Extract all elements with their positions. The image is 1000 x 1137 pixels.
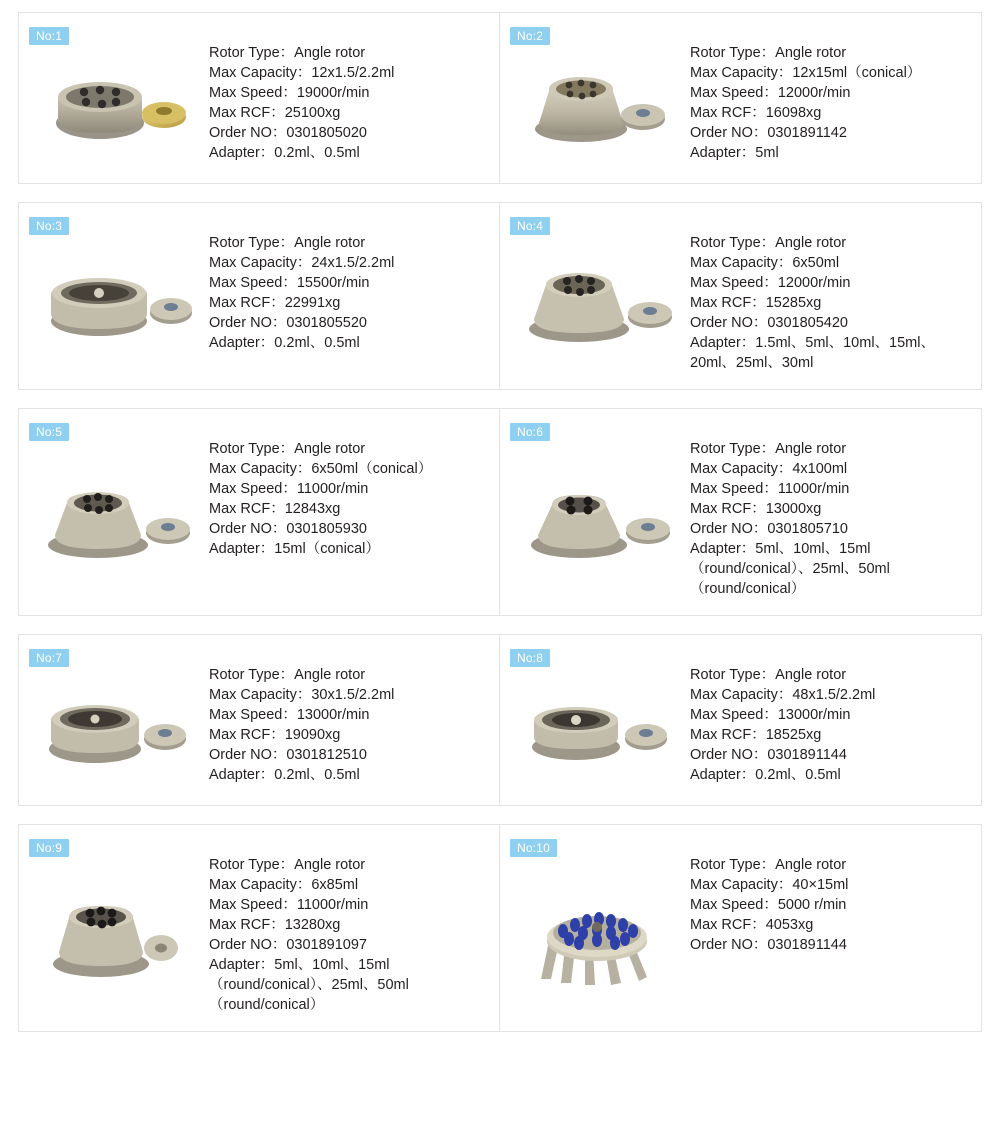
angle-rotor-icon <box>529 883 669 993</box>
spec-max-capacity <box>209 253 485 273</box>
spec-max-rcf <box>690 915 967 935</box>
spec-adapter <box>690 765 967 785</box>
value-order-no: 0301805520 <box>286 315 367 331</box>
rotor-card <box>500 409 981 615</box>
rotor-image-6 <box>514 423 684 599</box>
label-adapter: Adapter： <box>209 541 275 557</box>
value-adapter: 5ml <box>755 145 779 161</box>
value-rotor-type: Angle rotor <box>775 667 847 683</box>
rotor-specs <box>203 423 485 599</box>
label-max-capacity: Max Capacity： <box>209 461 312 477</box>
spec-max-capacity <box>690 875 967 895</box>
label-rotor-type: Rotor Type： <box>690 667 776 683</box>
value-max-capacity: 12x15ml（conical） <box>792 65 922 81</box>
spec-rotor-type <box>690 439 967 459</box>
value-order-no: 0301891097 <box>286 937 367 953</box>
value-max-speed: 11000r/min <box>296 481 369 497</box>
value-order-no: 0301891144 <box>767 747 847 763</box>
value-rotor-type: Angle rotor <box>775 441 847 457</box>
spec-adapter <box>209 143 485 163</box>
value-rotor-type: Angle rotor <box>294 441 366 457</box>
spec-order-no <box>690 935 967 955</box>
rotor-card <box>19 409 500 615</box>
rotor-image-7 <box>33 649 203 789</box>
label-max-speed: Max Speed： <box>209 481 297 497</box>
value-order-no: 0301805710 <box>767 521 848 537</box>
rotor-card <box>500 13 981 183</box>
spec-max-speed <box>690 83 967 103</box>
spec-order-no <box>209 935 485 955</box>
rotor-card <box>500 825 981 1031</box>
value-max-capacity: 6x50ml <box>792 255 840 271</box>
spec-max-speed <box>209 705 485 725</box>
label-rotor-type: Rotor Type： <box>209 857 295 873</box>
rotor-image-9 <box>33 839 203 1015</box>
value-max-rcf: 13280xg <box>284 917 341 933</box>
label-max-rcf: Max RCF： <box>690 727 766 743</box>
label-order-no: Order NO： <box>209 937 287 953</box>
spec-max-speed <box>690 479 967 499</box>
rotor-image-2 <box>514 27 684 167</box>
spec-max-capacity <box>209 875 485 895</box>
spec-order-no <box>690 123 967 143</box>
value-max-speed: 19000r/min <box>296 85 370 101</box>
label-rotor-type: Rotor Type： <box>209 667 295 683</box>
spec-max-speed <box>209 83 485 103</box>
spec-max-rcf <box>209 103 485 123</box>
label-rotor-type: Rotor Type： <box>209 441 295 457</box>
label-max-speed: Max Speed： <box>690 481 778 497</box>
label-order-no: Order NO： <box>209 315 287 331</box>
label-max-rcf: Max RCF： <box>690 917 766 933</box>
status-badge: No:2 <box>510 27 550 45</box>
label-max-speed: Max Speed： <box>690 275 778 291</box>
angle-rotor-icon <box>524 259 674 349</box>
spec-max-rcf <box>209 293 485 313</box>
value-max-capacity: 6x50ml（conical） <box>311 461 433 477</box>
value-max-capacity: 24x1.5/2.2ml <box>311 255 395 271</box>
spec-adapter <box>209 539 485 559</box>
value-order-no: 0301805930 <box>286 521 367 537</box>
spec-max-capacity <box>690 685 967 705</box>
label-adapter: Adapter： <box>209 335 275 351</box>
spec-rotor-type <box>690 233 967 253</box>
rotor-image-5 <box>33 423 203 599</box>
label-rotor-type: Rotor Type： <box>690 45 776 61</box>
rotor-specs <box>684 423 967 599</box>
label-max-rcf: Max RCF： <box>209 727 285 743</box>
label-order-no: Order NO： <box>690 315 768 331</box>
value-adapter: 15ml（conical） <box>274 541 380 557</box>
label-max-rcf: Max RCF： <box>209 295 285 311</box>
rotor-specs <box>684 649 967 789</box>
spec-max-capacity <box>690 253 967 273</box>
value-max-rcf: 13000xg <box>765 501 822 517</box>
rotor-specs <box>203 27 485 167</box>
spec-rotor-type <box>209 665 485 685</box>
value-max-speed: 11000r/min <box>296 897 369 913</box>
label-max-speed: Max Speed： <box>690 707 778 723</box>
angle-rotor-icon <box>529 61 669 151</box>
spec-max-rcf <box>690 499 967 519</box>
value-max-rcf: 4053xg <box>765 917 814 933</box>
value-adapter: 0.2ml、0.5ml <box>755 767 841 783</box>
label-max-capacity: Max Capacity： <box>209 877 312 893</box>
value-rotor-type: Angle rotor <box>294 45 366 61</box>
value-max-rcf: 18525xg <box>765 727 822 743</box>
spec-max-speed <box>690 895 967 915</box>
label-rotor-type: Rotor Type： <box>690 441 776 457</box>
rotor-specs <box>684 839 967 1015</box>
value-rotor-type: Angle rotor <box>294 857 366 873</box>
rotor-card <box>19 825 500 1031</box>
label-order-no: Order NO： <box>690 937 768 953</box>
label-adapter: Adapter： <box>209 767 275 783</box>
label-max-rcf: Max RCF： <box>690 295 766 311</box>
angle-rotor-icon <box>43 475 193 565</box>
spec-rotor-type <box>690 43 967 63</box>
label-adapter: Adapter： <box>690 541 756 557</box>
label-adapter: Adapter： <box>209 957 275 973</box>
angle-rotor-icon <box>524 683 674 773</box>
label-order-no: Order NO： <box>209 521 287 537</box>
value-max-rcf: 22991xg <box>284 295 341 311</box>
status-badge: No:6 <box>510 423 550 441</box>
rotor-specs <box>203 839 485 1015</box>
spec-order-no <box>690 313 967 333</box>
angle-rotor-icon <box>48 61 188 151</box>
spec-order-no <box>209 519 485 539</box>
status-badge: No:3 <box>29 217 69 235</box>
spec-order-no <box>209 123 485 143</box>
label-max-capacity: Max Capacity： <box>209 255 312 271</box>
spec-max-capacity <box>209 685 485 705</box>
spec-max-speed <box>209 479 485 499</box>
value-max-capacity: 6x85ml <box>311 877 359 893</box>
label-adapter: Adapter： <box>209 145 275 161</box>
spec-max-rcf <box>209 725 485 745</box>
spec-order-no <box>690 745 967 765</box>
rotor-image-8 <box>514 649 684 789</box>
value-adapter: 0.2ml、0.5ml <box>274 767 360 783</box>
spec-adapter <box>209 765 485 785</box>
label-max-rcf: Max RCF： <box>690 105 766 121</box>
status-badge: No:1 <box>29 27 69 45</box>
label-rotor-type: Rotor Type： <box>690 857 776 873</box>
label-max-speed: Max Speed： <box>209 707 297 723</box>
angle-rotor-icon <box>524 475 674 565</box>
value-adapter: 0.2ml、0.5ml <box>274 145 360 161</box>
spec-max-rcf <box>690 293 967 313</box>
value-rotor-type: Angle rotor <box>294 667 366 683</box>
value-max-speed: 13000r/min <box>296 707 370 723</box>
label-order-no: Order NO： <box>690 125 768 141</box>
spec-rotor-type <box>209 233 485 253</box>
label-max-capacity: Max Capacity： <box>209 65 312 81</box>
spec-max-capacity <box>209 63 485 83</box>
label-max-speed: Max Speed： <box>690 897 778 913</box>
label-max-capacity: Max Capacity： <box>690 461 793 477</box>
spec-rotor-type <box>209 43 485 63</box>
rotor-card <box>500 635 981 805</box>
label-order-no: Order NO： <box>690 521 768 537</box>
value-max-speed: 12000r/min <box>777 85 851 101</box>
spec-rotor-type <box>690 665 967 685</box>
value-max-capacity: 30x1.5/2.2ml <box>311 687 395 703</box>
spec-rotor-type <box>209 439 485 459</box>
label-max-rcf: Max RCF： <box>209 105 285 121</box>
label-order-no: Order NO： <box>209 125 287 141</box>
spec-order-no <box>209 745 485 765</box>
spec-max-speed <box>209 895 485 915</box>
value-rotor-type: Angle rotor <box>775 857 847 873</box>
rotor-specs <box>203 649 485 789</box>
value-order-no: 0301805420 <box>767 315 848 331</box>
status-badge: No:7 <box>29 649 69 667</box>
angle-rotor-icon <box>43 683 193 773</box>
value-order-no: 0301805020 <box>286 125 367 141</box>
value-rotor-type: Angle rotor <box>775 45 847 61</box>
spec-max-rcf <box>690 725 967 745</box>
label-rotor-type: Rotor Type： <box>209 45 295 61</box>
spec-adapter <box>690 539 967 599</box>
label-max-capacity: Max Capacity： <box>690 65 793 81</box>
value-adapter: 5ml、10ml、15ml（round/conical）、25ml、50ml（round/conical） <box>690 541 890 597</box>
value-max-rcf: 12843xg <box>284 501 341 517</box>
label-max-capacity: Max Capacity： <box>690 255 793 271</box>
status-badge: No:5 <box>29 423 69 441</box>
spec-max-rcf <box>209 499 485 519</box>
rotor-image-1 <box>33 27 203 167</box>
label-max-speed: Max Speed： <box>209 85 297 101</box>
rotor-card <box>19 635 500 805</box>
value-max-capacity: 12x1.5/2.2ml <box>311 65 395 81</box>
spec-max-speed <box>690 705 967 725</box>
rotor-card <box>19 13 500 183</box>
label-max-speed: Max Speed： <box>209 275 297 291</box>
value-max-speed: 15500r/min <box>296 275 370 291</box>
status-badge: No:8 <box>510 649 550 667</box>
label-max-speed: Max Speed： <box>209 897 297 913</box>
rotor-image-4 <box>514 217 684 373</box>
value-max-speed: 11000r/min <box>777 481 850 497</box>
spec-max-speed <box>209 273 485 293</box>
value-max-capacity: 48x1.5/2.2ml <box>792 687 876 703</box>
value-max-capacity: 40×15ml <box>792 877 849 893</box>
catalog-row <box>18 634 982 806</box>
spec-max-capacity <box>690 459 967 479</box>
label-max-rcf: Max RCF： <box>690 501 766 517</box>
label-max-capacity: Max Capacity： <box>209 687 312 703</box>
catalog-row <box>18 12 982 184</box>
label-max-capacity: Max Capacity： <box>690 877 793 893</box>
label-max-capacity: Max Capacity： <box>690 687 793 703</box>
spec-max-rcf <box>209 915 485 935</box>
value-adapter: 0.2ml、0.5ml <box>274 335 360 351</box>
value-adapter: 5ml、10ml、15ml（round/conical）、25ml、50ml（round/conical） <box>209 957 409 1013</box>
label-adapter: Adapter： <box>690 145 756 161</box>
rotor-specs <box>203 217 485 373</box>
spec-max-rcf <box>690 103 967 123</box>
value-adapter: 1.5ml、5ml、10ml、15ml、20ml、25ml、30ml <box>690 335 935 371</box>
spec-rotor-type <box>209 855 485 875</box>
value-order-no: 0301812510 <box>286 747 367 763</box>
spec-order-no <box>690 519 967 539</box>
rotor-image-10 <box>514 839 684 1015</box>
spec-order-no <box>209 313 485 333</box>
status-badge: No:9 <box>29 839 69 857</box>
value-order-no: 0301891142 <box>767 125 847 141</box>
label-adapter: Adapter： <box>690 335 756 351</box>
value-max-capacity: 4x100ml <box>792 461 848 477</box>
value-max-rcf: 19090xg <box>284 727 341 743</box>
label-max-speed: Max Speed： <box>690 85 778 101</box>
label-adapter: Adapter： <box>690 767 756 783</box>
spec-adapter <box>209 955 485 1015</box>
label-max-rcf: Max RCF： <box>209 917 285 933</box>
rotor-specs <box>684 217 967 373</box>
spec-adapter <box>690 143 967 163</box>
label-order-no: Order NO： <box>690 747 768 763</box>
value-rotor-type: Angle rotor <box>294 235 366 251</box>
rotor-specs <box>684 27 967 167</box>
value-max-rcf: 15285xg <box>765 295 822 311</box>
spec-adapter <box>690 333 967 373</box>
catalog-row <box>18 408 982 616</box>
spec-max-speed <box>690 273 967 293</box>
angle-rotor-icon <box>43 886 193 986</box>
value-max-rcf: 16098xg <box>765 105 822 121</box>
label-order-no: Order NO： <box>209 747 287 763</box>
catalog-row <box>18 824 982 1032</box>
status-badge: No:4 <box>510 217 550 235</box>
rotor-card <box>500 203 981 389</box>
label-max-rcf: Max RCF： <box>209 501 285 517</box>
spec-max-capacity <box>690 63 967 83</box>
rotor-card <box>19 203 500 389</box>
spec-adapter <box>209 333 485 353</box>
angle-rotor-icon <box>43 259 193 349</box>
spec-max-capacity <box>209 459 485 479</box>
catalog-row <box>18 202 982 390</box>
value-rotor-type: Angle rotor <box>775 235 847 251</box>
value-max-speed: 5000 r/min <box>777 897 847 913</box>
rotor-image-3 <box>33 217 203 373</box>
value-max-speed: 12000r/min <box>777 275 851 291</box>
value-max-rcf: 25100xg <box>284 105 341 121</box>
spec-rotor-type <box>690 855 967 875</box>
label-rotor-type: Rotor Type： <box>690 235 776 251</box>
value-max-speed: 13000r/min <box>777 707 851 723</box>
label-rotor-type: Rotor Type： <box>209 235 295 251</box>
status-badge: No:10 <box>510 839 557 857</box>
value-order-no: 0301891144 <box>767 937 847 953</box>
